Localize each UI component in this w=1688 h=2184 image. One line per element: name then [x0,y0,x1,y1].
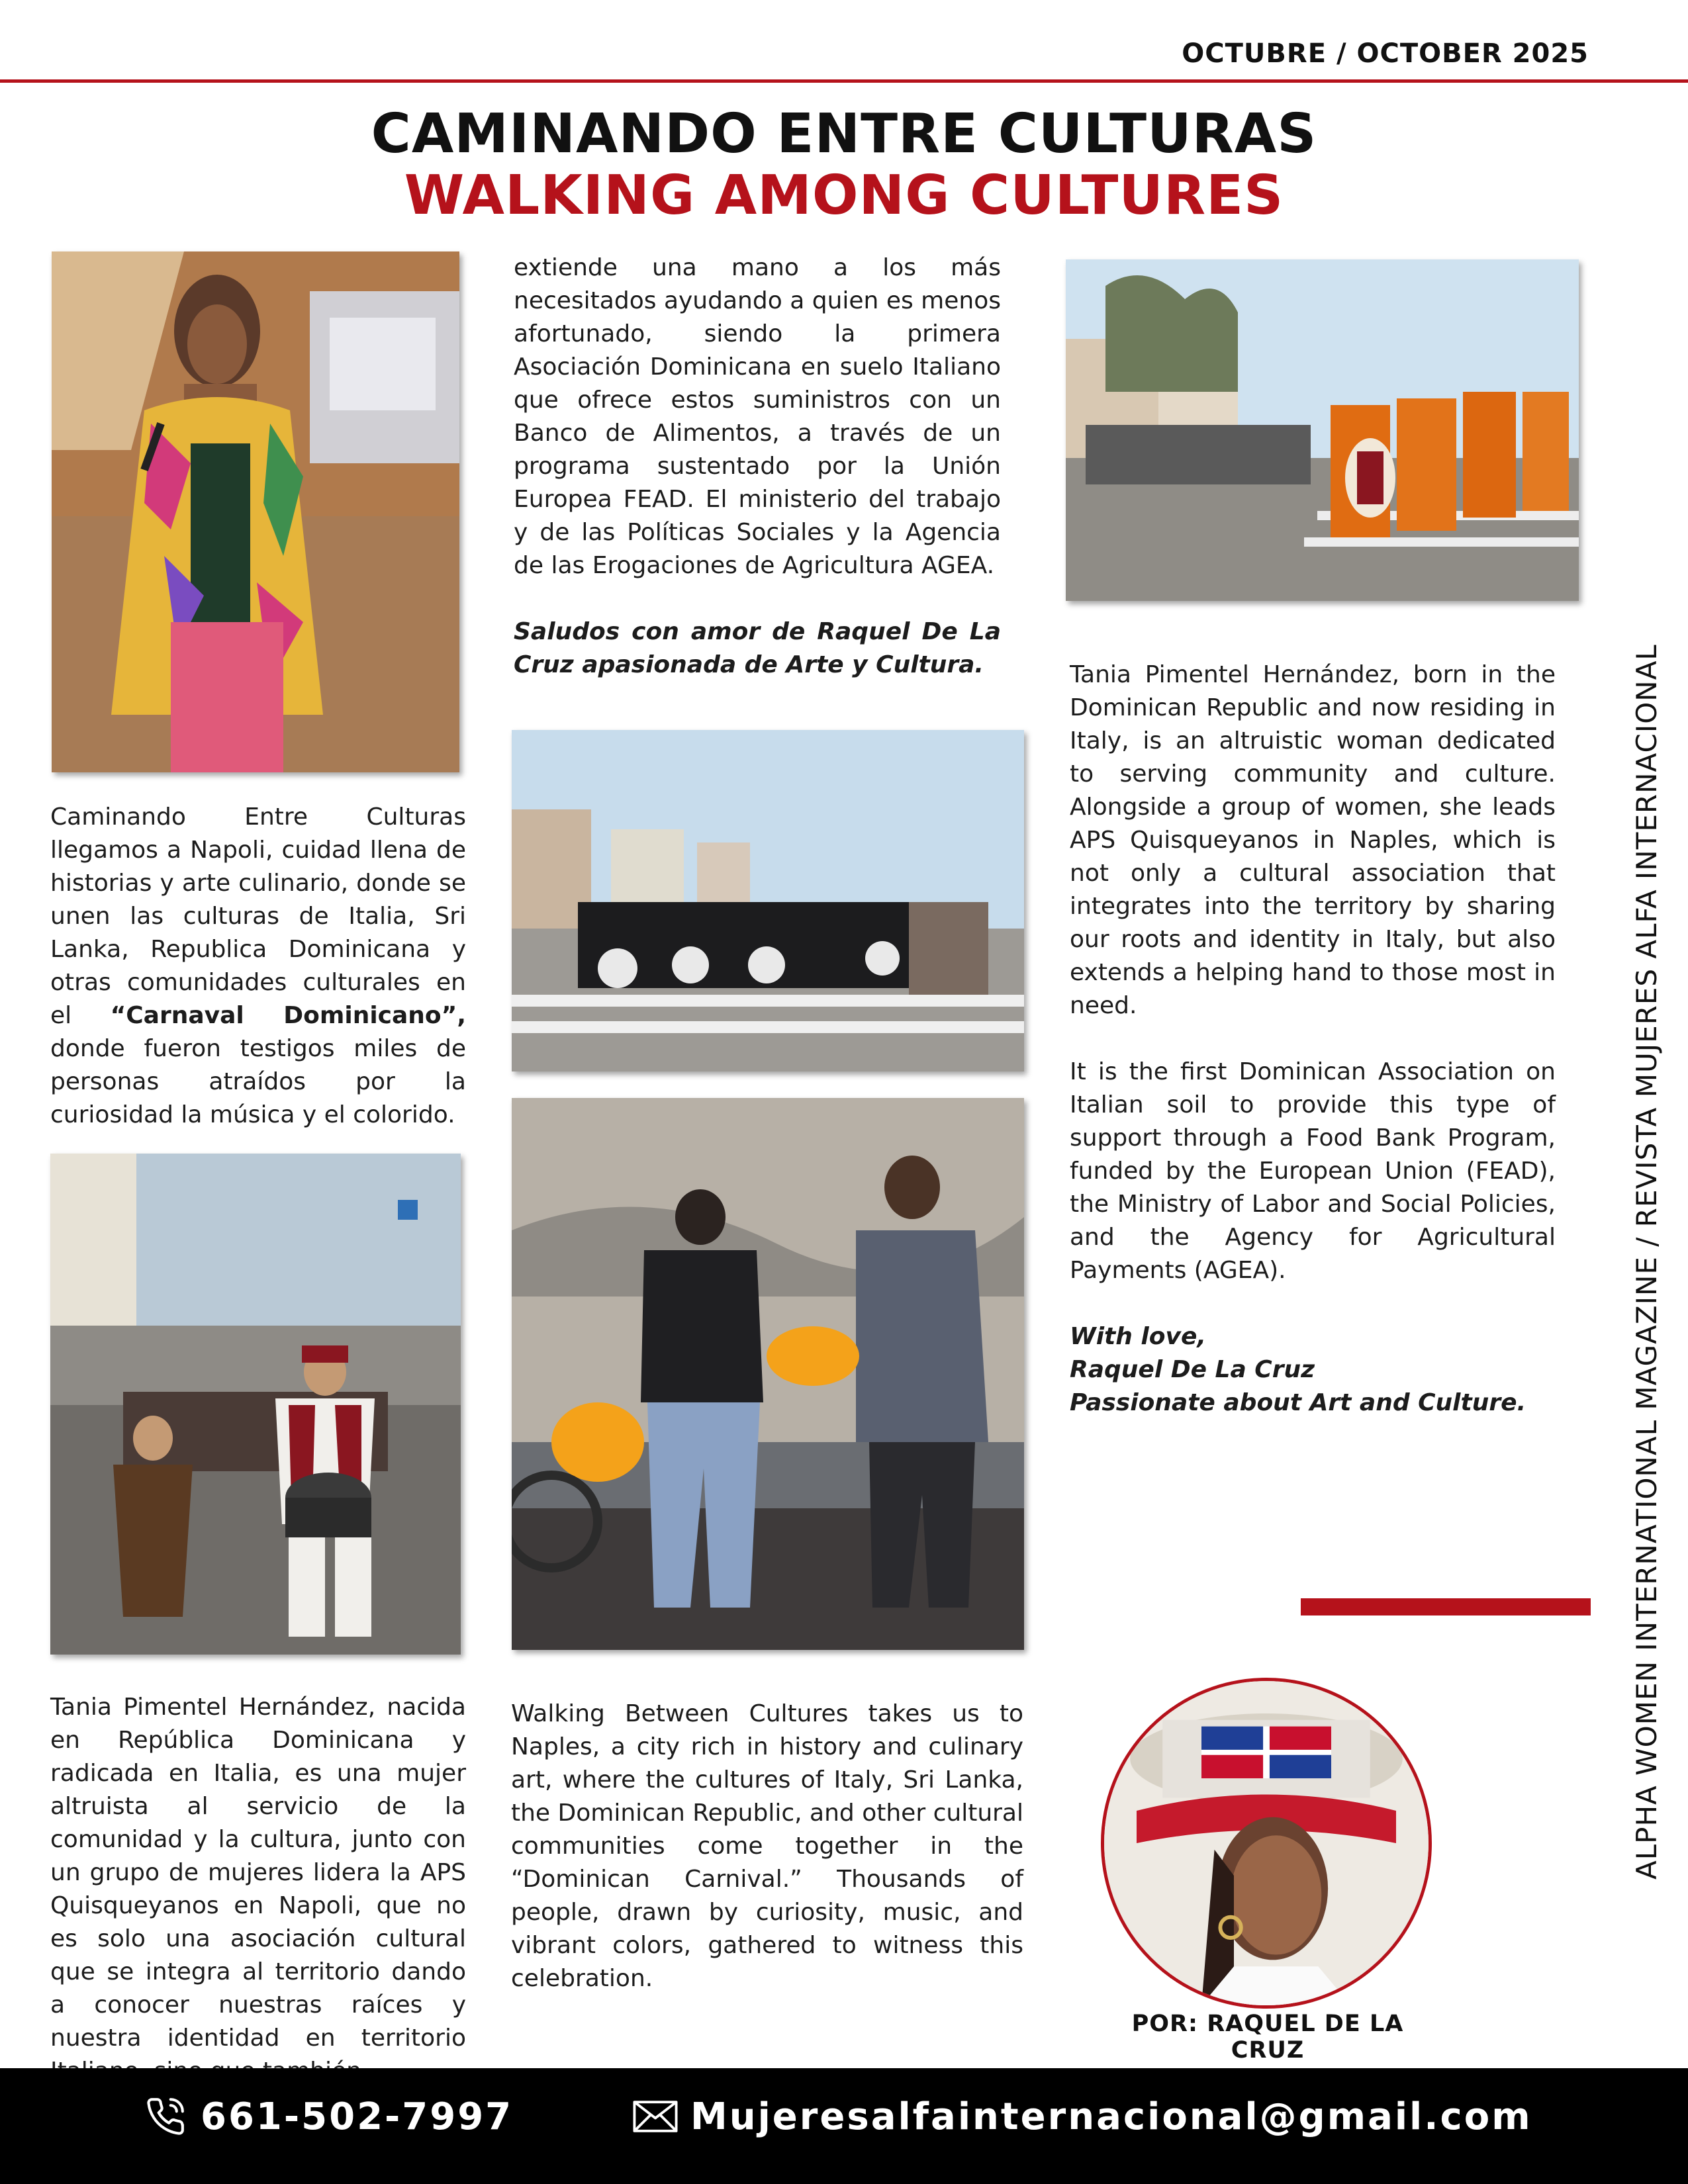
photo-speaker [52,251,459,772]
intro-spanish [50,801,466,1132]
bio-english: Tania Pimentel Hernández, born in the Dominican Republic and now residing in Italy, is an altruistic woman dedicated to serving community and culture. Alongside a group of women, she leads APS Quisqueyanos in Naples, which is not only a cultural association that integrates into the territory by sharing our roots and identity in Italy, but also extends a helping hand to those most in need. [1070,661,1556,1019]
envelope-icon [632,2093,679,2140]
phone-contact[interactable] [142,2093,513,2140]
phone-icon [142,2093,189,2140]
column2-spanish [514,251,1001,682]
photo-children-parade [50,1154,461,1655]
phone-number: 661-502-7997 [201,2095,514,2138]
intro-spanish-start: Caminando Entre Culturas llegamos a Napoli, cuidad llena de historias y arte culinario, donde se unen las culturas de Italia, Sri Lanka, Republica Dominicana y otras comunidades culturales en el [50,803,466,1029]
author-byline: POR: RAQUEL DE LA CRUZ [1131,2011,1404,2064]
intro-english-paragraph: Walking Between Cultures takes us to Naples, a city rich in history and culinary art, where the cultures of Italy, Sri Lanka, the Dominican Republic, and other cultural communities come together in the “Dominican Carnival.” Thousands of people, drawn by curiosity, music, and vibrant colors, gathered to witness this celebration. [511,1700,1023,1992]
author-portrait [1101,1678,1432,2009]
bio-spanish-paragraph: Tania Pimentel Hernández, nacida en República Dominicana y radicada en Italia, es una mujer altruista al servicio de la comunidad y la cultura, junto con un grupo de mujeres lidera la APS Quisqueyanos en Napoli, que no es solo una asociación cultural que se integra al territorio dando a conocer nuestras raíces y nuestra identidad en territorio [50,1694,466,2052]
signoff-english-line1: With love, [1070,1323,1207,1350]
title-spanish: CAMINANDO ENTRE CULTURAS [371,103,1317,165]
signoff-spanish: Saludos con amor de Raquel De La Cruz apasionada de Arte y Cultura. [514,618,1001,678]
bio-spanish [50,1691,466,2088]
magazine-vertical-title: ALPHA WOMEN INTERNATIONAL MAGAZINE / REVISTA MUJERES ALFA INTERNACIONAL [1630,644,1663,1880]
signoff-english [1070,1320,1556,1420]
email-address: Mujeresalfainternacional@gmail.com [690,2095,1532,2138]
footer [0,2068,1688,2184]
column3-english [1070,659,1556,1420]
intro-spanish-end: donde fueron testigos miles de personas atraídos por la curiosidad la música y el colorido. [50,1035,466,1128]
signoff-english-line3: Passionate about Art and Culture. [1070,1389,1526,1416]
signoff-english-line2: Raquel De La Cruz [1070,1356,1315,1383]
photo-orange-parade [1066,259,1579,601]
accent-bar [1301,1598,1591,1615]
intro-english [511,1698,1023,1995]
carnaval-name: “Carnaval Dominicano”, [110,1002,467,1029]
food-bank-spanish: extiende una mano a los más necesitados ayudando a quien es menos afortunado, siendo la primera Asociación Dominicana en suelo Italiano que ofrece estos suministros con un Banco de Alimentos, a través de un programa sustentado por la Unión Europea FEAD. El ministerio del trabajo y de las Políticas Sociales y la Agencia de las Erogaciones de Agricultura AGEA. [514,254,1001,579]
photo-marching-band [512,730,1024,1071]
title-english: WALKING AMONG CULTURES [404,164,1284,227]
header-rule [0,79,1688,83]
food-bank-english: It is the first Dominican Association on Italian soil to provide this type of support through a Food Bank Program, funded by the European Union (FEAD), the Ministry of Labor and Social Policies, and the Agency for Agricultural Payments (AGEA). [1070,1058,1556,1284]
photo-food-distribution [512,1098,1024,1650]
email-contact[interactable] [632,2093,1532,2140]
issue-date: OCTUBRE / OCTOBER 2025 [1182,38,1589,69]
